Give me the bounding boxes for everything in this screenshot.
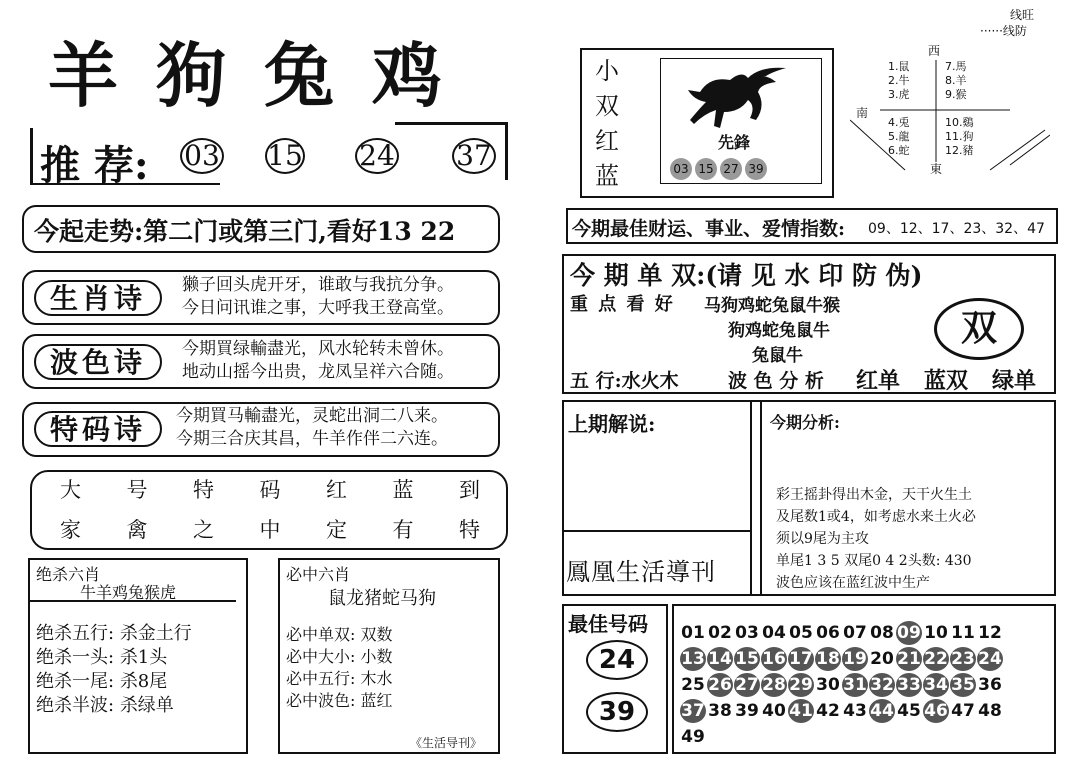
number-ball: 44: [870, 701, 894, 721]
number-ball: 21: [897, 649, 921, 669]
number-ball: 34: [924, 675, 948, 695]
last-divider: [564, 530, 750, 532]
number-ball: 35: [951, 675, 975, 695]
index-values: 09、12、17、23、32、47: [868, 221, 1045, 237]
analysis-line: 彩王摇卦得出木金，天干火生土: [776, 487, 972, 503]
number-ball: 20: [870, 649, 894, 669]
recommend-number: 24: [355, 138, 399, 174]
horse-icon: [680, 62, 790, 134]
number-ball: 12: [978, 623, 1002, 643]
compass-right-list: [945, 60, 974, 158]
number-grid-row: [680, 724, 1050, 750]
kill-rows: [36, 622, 192, 718]
poem-line: 今期買马輸盡光，灵蛇出洞二八来。: [176, 406, 448, 426]
compass-west: 西: [928, 44, 941, 58]
title-char: 兔: [264, 34, 372, 117]
wave-label: 波 色 分 析: [728, 370, 824, 392]
zodiac-item: 6.蛇: [888, 144, 910, 157]
poem-line: 地动山摇今出贵，龙凤呈祥六合随。: [182, 362, 454, 382]
title-char: 鸡: [372, 34, 480, 117]
analysis-line: 单尾1 3 5 双尾0 4 2头数: 430: [776, 553, 972, 569]
poem-label: 特码诗: [34, 411, 162, 447]
pioneer-number: 27: [720, 158, 742, 180]
number-ball: 31: [843, 675, 867, 695]
zodiac-item: 7.馬: [945, 60, 967, 73]
analysis-label: 今期分析:: [770, 413, 840, 432]
kill-row-label: 绝杀半波:: [36, 695, 115, 716]
number-ball: 48: [978, 701, 1002, 721]
zodiac-item: 4.兎: [888, 116, 910, 129]
number-ball: 47: [951, 701, 975, 721]
number-ball: 42: [816, 701, 840, 721]
banner-char: 码: [259, 478, 281, 502]
banner-char: 特: [459, 518, 480, 542]
zodiac-item: 2.牛: [888, 74, 910, 87]
number-ball: 32: [870, 675, 894, 695]
zodiac-item: 8.羊: [945, 74, 967, 87]
poem-line: 今日问讯谁之事，大呼我王登高堂。: [182, 298, 454, 318]
pioneer-numbers: [670, 158, 770, 180]
zodiac-item: 10.鷄: [945, 116, 974, 129]
title-char: 羊: [48, 34, 156, 117]
number-ball: 39: [735, 701, 759, 721]
kill-row-value: 杀金土行: [119, 623, 192, 644]
corner-bottom-label: 线防: [1002, 24, 1027, 38]
number-ball: 02: [708, 623, 732, 643]
zodiac-item: 9.猴: [945, 88, 967, 101]
number-ball: 27: [735, 675, 759, 695]
analysis-line: 波色应该在蓝红波中生产: [776, 575, 930, 591]
banner-char: 之: [193, 518, 214, 542]
focus-line: 兔鼠牛: [752, 346, 803, 366]
number-grid-row: [680, 620, 1050, 646]
number-ball: 38: [708, 701, 732, 721]
number-ball: 04: [762, 623, 786, 643]
number-ball: 13: [681, 649, 705, 669]
banner-char: 到: [459, 478, 480, 502]
must-row-label: 必中大小:: [286, 647, 356, 666]
compass-left-list: [888, 60, 910, 158]
recommend-label: 推 荐:: [40, 142, 149, 189]
kill-row-label: 绝杀一头:: [36, 647, 115, 668]
kill-row-value: 杀绿单: [119, 695, 174, 716]
number-ball: 40: [762, 701, 786, 721]
number-ball: 28: [762, 675, 786, 695]
zodiac-item: 3.虎: [888, 88, 910, 101]
must-row-value: 小数: [360, 647, 393, 666]
pioneer-side-char: 红: [595, 127, 619, 155]
analysis-divider: [750, 402, 752, 594]
number-ball: 16: [762, 649, 786, 669]
focus-label: 重 点 看 好: [570, 294, 675, 315]
kill-row-label: 绝杀五行:: [36, 623, 115, 644]
pioneer-side-char: 双: [595, 92, 619, 120]
zodiac-item: 1.鼠: [888, 60, 910, 73]
banner-char: 大: [60, 478, 81, 502]
focus-line: 狗鸡蛇兔鼠牛: [728, 321, 830, 341]
number-ball: 09: [897, 623, 921, 643]
corner-bottom-text: ······线防: [980, 24, 1027, 38]
must-row-label: 必中五行:: [286, 669, 356, 688]
oddeven-badge: 双: [934, 298, 1024, 360]
compass-east: 東: [930, 162, 943, 176]
zodiac-item: 11.狗: [945, 130, 974, 143]
kill-row-value: 杀8尾: [119, 671, 168, 692]
pioneer-side-char: 小: [595, 57, 619, 85]
poem-lines: [182, 338, 454, 384]
number-ball: 17: [789, 649, 813, 669]
poem-line: 獭子回头虎开牙，谁敢与我抗分争。: [182, 275, 454, 295]
number-ball: 30: [816, 675, 840, 695]
title-underline: [395, 122, 507, 125]
pioneer-number: 39: [745, 158, 767, 180]
kill-row: [36, 694, 192, 718]
number-ball: 19: [843, 649, 867, 669]
zodiac-item: 5.龍: [888, 130, 910, 143]
recommend-left-rule: [30, 128, 33, 184]
trend-text: 今起走势:第二门或第三门,看好13 22: [34, 217, 456, 246]
number-grid-row: [680, 646, 1050, 672]
banner-char: 特: [193, 478, 214, 502]
compass-south: 南: [856, 106, 869, 120]
banner-char: 号: [126, 478, 148, 502]
must-row-label: 必中单双:: [286, 625, 356, 644]
poem-label: 波色诗: [34, 344, 162, 380]
title-char: 狗: [156, 34, 264, 117]
kill-row-label: 绝杀一尾:: [36, 671, 115, 692]
banner-row: [60, 474, 480, 504]
must-footer: 《生活导刊》: [410, 736, 483, 750]
last-label: 上期解说:: [568, 412, 656, 436]
recommend-number: 37: [452, 138, 496, 174]
element-text: 五 行:水火木: [570, 370, 679, 392]
analysis-divider: [760, 402, 762, 594]
kill-row-value: 杀1头: [119, 647, 168, 668]
kill-title: 绝杀六肖: [36, 565, 101, 584]
must-row-value: 木水: [360, 669, 393, 688]
wave-blue: 蓝双: [924, 368, 969, 394]
number-grid-row: [680, 672, 1050, 698]
must-row-value: 双数: [360, 625, 393, 644]
best-number: 39: [586, 692, 648, 732]
must-row: [286, 646, 393, 668]
number-ball: 18: [816, 649, 840, 669]
recommend-right-rule: [505, 122, 508, 180]
pioneer-number: 15: [695, 158, 717, 180]
best-label: 最佳号码: [568, 612, 648, 636]
number-grid-row: [680, 698, 1050, 724]
analysis-line: 及尾数1或4，如考虑水来土火必: [776, 509, 976, 525]
number-ball: 37: [681, 701, 705, 721]
number-ball: 15: [735, 649, 759, 669]
must-row: [286, 668, 393, 690]
poem-lines: [176, 405, 448, 451]
number-ball: 45: [897, 701, 921, 721]
wave-green: 绿单: [992, 368, 1037, 394]
must-row-label: 必中波色:: [286, 691, 356, 710]
pioneer-side-char: 蓝: [595, 162, 619, 190]
analysis-lines: [776, 484, 976, 594]
page-title: [48, 20, 480, 121]
recommend-number: 15: [265, 138, 305, 174]
poem-label: 生肖诗: [34, 280, 162, 316]
oddeven-title: 今 期 单 双:(请 见 水 印 防 伪): [570, 261, 923, 290]
number-ball: 46: [924, 701, 948, 721]
brand-text: 鳳凰生活導刊: [566, 558, 716, 586]
pioneer-label: 先鋒: [718, 133, 751, 152]
must-row-value: 蓝红: [360, 691, 393, 710]
must-title: 必中六肖: [286, 565, 351, 584]
banner-row: [60, 514, 480, 544]
banner-char: 中: [259, 518, 281, 542]
must-row: [286, 690, 393, 712]
focus-line: 马狗鸡蛇兔鼠牛猴: [704, 296, 840, 316]
banner-char: 红: [326, 478, 347, 502]
banner-char: 家: [60, 518, 81, 542]
number-ball: 07: [843, 623, 867, 643]
pioneer-number: 03: [670, 158, 692, 180]
corner-top-text: 线旺: [1010, 8, 1035, 22]
wave-red: 红单: [856, 368, 901, 394]
number-grid: [680, 620, 1050, 750]
poem-line: 今期買绿輸盡光，风水轮转未曾休。: [182, 339, 454, 359]
pioneer-side: [595, 54, 619, 194]
number-ball: 33: [897, 675, 921, 695]
must-animals: 鼠龙猪蛇马狗: [328, 588, 436, 609]
kill-row: [36, 646, 192, 670]
analysis-line: 须以9尾为主攻: [776, 531, 869, 547]
number-ball: 14: [708, 649, 732, 669]
number-ball: 43: [843, 701, 867, 721]
kill-row: [36, 622, 192, 646]
number-ball: 05: [789, 623, 813, 643]
number-ball: 23: [951, 649, 975, 669]
poem-lines: [182, 274, 454, 320]
number-ball: 24: [978, 649, 1002, 669]
recommend-number: 03: [180, 138, 224, 174]
number-ball: 06: [816, 623, 840, 643]
banner-char: 蓝: [392, 478, 414, 502]
index-label: 今期最佳财运、事业、爱情指数:: [572, 218, 846, 240]
number-ball: 10: [924, 623, 948, 643]
must-row: [286, 624, 393, 646]
number-ball: 08: [870, 623, 894, 643]
kill-row: [36, 670, 192, 694]
banner-char: 定: [326, 518, 347, 542]
banner-char: 有: [392, 518, 414, 542]
number-ball: 29: [789, 675, 813, 695]
number-ball: 36: [978, 675, 1002, 695]
number-ball: 22: [924, 649, 948, 669]
number-ball: 49: [681, 727, 705, 747]
poem-line: 今期三合庆其昌，牛羊作伴二六连。: [176, 429, 448, 449]
number-ball: 26: [708, 675, 732, 695]
banner-char: 禽: [126, 518, 148, 542]
number-ball: 03: [735, 623, 759, 643]
kill-animals: 牛羊鸡兔猴虎: [80, 583, 177, 602]
number-ball: 25: [681, 675, 705, 695]
best-number: 24: [586, 640, 648, 680]
number-ball: 11: [951, 623, 975, 643]
zodiac-item: 12.豬: [945, 144, 974, 157]
number-ball: 01: [681, 623, 705, 643]
number-ball: 41: [789, 701, 813, 721]
must-rows: [286, 624, 393, 712]
